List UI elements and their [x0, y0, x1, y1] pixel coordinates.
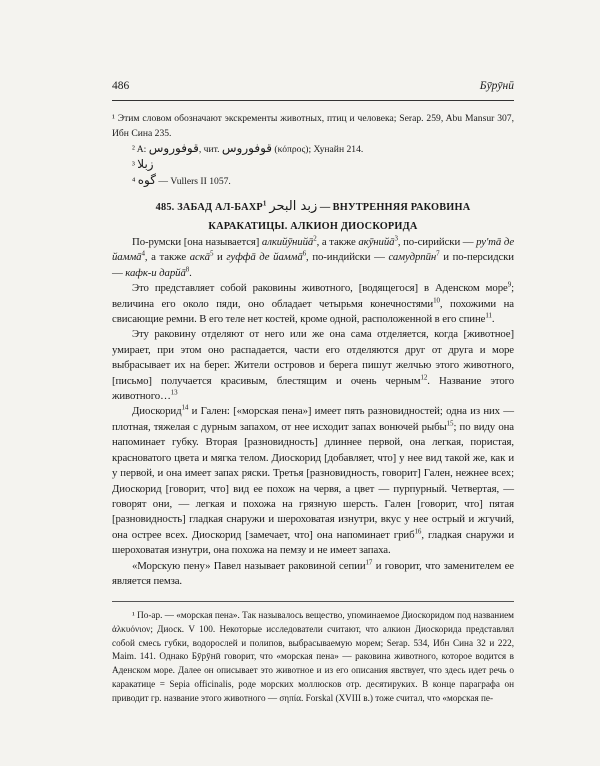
transliterated-term: гуффā де йаммā [226, 251, 303, 264]
footnote-marker: 9 [507, 280, 512, 289]
footnote-marker: 11 [485, 311, 492, 320]
arabic-word: زبلا [137, 157, 154, 171]
text-run: ; величина его около пяди, оно обладает четырьмя конечностями [112, 282, 514, 310]
footnote-marker: 13 [170, 388, 178, 397]
note-2: ² A: قوفوروس, чит. قوفوروس (κόπρος); Хунайн 214. [132, 141, 364, 155]
text-run: , похожими на свисающие ремни. В его теле нет костей, кроме одной, расположенной в его спине [112, 297, 514, 326]
footnote-marker: 5 [209, 249, 214, 258]
continued-footnotes [112, 111, 514, 189]
text-run: , по-сирийски — [397, 236, 477, 248]
footnote-marker: 3 [394, 234, 398, 243]
page-number: 486 [112, 80, 130, 92]
text-run: и говорит, что заменителем ее является пемза. [112, 559, 514, 587]
text-run: и по-персидски — [112, 251, 514, 279]
paragraph [112, 327, 514, 404]
text-run: По-румски [она называется] [132, 236, 262, 248]
footnote-marker: 14 [181, 403, 189, 412]
note-3: ³ زبلا [132, 157, 154, 171]
footnote-marker: 4 [141, 249, 145, 258]
arabic-word: قوفوروس [221, 141, 273, 155]
footnote-marker: 12 [420, 373, 428, 382]
footnote-rule [112, 601, 514, 602]
text-run: Эту раковину отделяют от него или же она сама отделяется, когда [животное] умирает, при этом оно распадается, части его отделяются друг от друга и море выбрасывает их на берег. Жители островов и берега пишут желчью этого животного, [письмо] получается красивым, блестящим и очень черным [112, 328, 514, 387]
text-run: Это представляет собой раковины животного, [водящегося] в Аденском море [132, 282, 508, 295]
footnote-marker: 17 [365, 557, 373, 566]
text-run: . Название этого животного… [112, 374, 514, 403]
text-run: , гладкая снаружи и шероховатая изнутри, она похожа на пемзу и не имеет запаха. [112, 528, 515, 557]
transliterated-term: кафк-и дарйā [125, 266, 186, 279]
text-run: ¹ По-ар. — «морская пена». Так называлось вещество, упоминаемое Диоскоридом под названием ἀλκυόνιον; Диоск. V 100. Некоторые исследователи считают, что алкион Диоскорида представлял собой смесь губки, водорослей и полипов, выбрасываемую морем; Serap. 534, Ибн Сина 32 и 222, Maim. 141. Однако Бӯрӯнӣ говорит, что «морская пена» — раковина животного, которое водится в Аденском море. Далее он описывает это животное и из его описания явствует, что здесь идет речь о каракатице = Sepia officinalis, роде морских моллюсков отр. десятируких. В конце параграфа он приводит гр. название этого животного — σηπία. Forskal (XVIII в.) тоже считал, что «морская пе- [112, 610, 514, 703]
text-run: и Гален: [«морская пена»] имеет пять разновидностей; одна из них — плотная, тяжелая с дурным запахом, от нее исходит запах вонючей рыбы [112, 405, 514, 433]
note-1: ¹ Этим словом обозначают экскременты животных, птиц и человека; Serap. 259, Abu Mansur 307, Ибн Сина 235. [112, 113, 514, 139]
footnote-marker: 16 [414, 527, 422, 536]
arabic-title: زبد البحر [269, 199, 318, 214]
footnote-marker: 6 [302, 249, 307, 258]
footnote [112, 609, 514, 706]
text-run: Диоскорид [132, 405, 182, 418]
persian-word: گوه [137, 173, 156, 187]
footnote-marker: 15 [446, 419, 454, 428]
text-run: и [213, 251, 227, 264]
paragraph [112, 559, 514, 590]
header-rule [112, 100, 514, 101]
text-run: . [189, 266, 192, 279]
note-4: ⁴ گوه — Vullers II 1057. [132, 173, 231, 187]
main-text [112, 235, 514, 589]
text-run: «Морскую пену» Павел называет раковиной сепии [132, 559, 366, 572]
section-heading: 485. ЗАБАД АЛ-БАХР$^1$ زبد البحر — ВНУТРЕННЯЯ РАКОВИНА КАРАКАТИЦЫ. АЛКИОН ДИОСКОРИДА [155, 199, 471, 232]
paragraph [112, 235, 514, 281]
transliterated-term: ру'тā де йаммā [112, 236, 515, 264]
footnote-marker: 8 [185, 265, 190, 274]
transliterated-term: алкийӯнийā [261, 236, 314, 248]
footnote-marker: 10 [433, 296, 440, 305]
running-title: Бӯрӯнӣ [479, 80, 514, 92]
transliterated-term: самудрпӣн [388, 251, 437, 264]
transliterated-term: акӯнийā [358, 236, 395, 248]
text-run: , а также [316, 236, 359, 248]
footnote-marker: 7 [436, 249, 440, 258]
footnote-marker: 2 [313, 234, 317, 243]
paragraph [112, 281, 514, 327]
text-run: , по-индийски — [306, 251, 389, 264]
arabic-word: قوفوروس [148, 141, 199, 155]
footnotes [112, 609, 514, 706]
text-run: . [491, 313, 495, 326]
paragraph [112, 404, 514, 558]
transliterated-term: аскā [189, 251, 210, 264]
text-run: ; по виду она напоминает губку. Вторая [разновидность] длиннее первой, она легкая, пористая, красноватого цвета и мягка телом. Диоскорид [добавляет, что] у нее вид такой же, как и у первой, и она имеет запах ряски. Третья [разновидность, говорит] Гален, нежнее всех; Диоскорид [говорит, что] вид ее похож на червя, а цвет — пурпурный. Четвертая, — говорят они, — легкая и похожа на грязную шерсть. Гален [говорит, что] пятая [разновидность] гладкая снаружи и шероховатая изнутри, вкус у нее острый и жгучий, она острее всех. Диоскорид [замечает, что] она напоминает гриб [112, 420, 514, 541]
text-run: , а также [144, 251, 190, 264]
